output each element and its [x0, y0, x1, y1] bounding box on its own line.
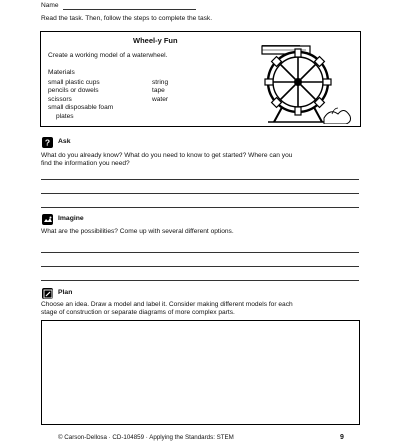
- answer-line[interactable]: [41, 207, 359, 208]
- drawing-area[interactable]: [41, 320, 360, 425]
- prompt-line: find the information you need?: [41, 160, 130, 168]
- imagine-prompt: [41, 228, 234, 236]
- answer-line[interactable]: [41, 193, 359, 194]
- prompt-line: stage of construction or separate diagrams of more complex parts.: [41, 309, 235, 317]
- answer-line[interactable]: [41, 266, 359, 267]
- plan-heading: Plan: [58, 289, 73, 296]
- page-number: 9: [340, 434, 344, 441]
- question-icon: [42, 137, 53, 148]
- material-item: small plastic cups: [48, 79, 100, 86]
- materials-heading: Materials: [48, 69, 75, 76]
- materials-list-right: [152, 79, 168, 104]
- instructions: Read the task. Then, follow the steps to complete the task.: [41, 15, 213, 22]
- material-item: tape: [152, 87, 165, 95]
- task-title: Wheel-y Fun: [133, 36, 178, 45]
- lightbulb-icon: [42, 214, 53, 225]
- materials-list-left: [48, 79, 113, 121]
- prompt-line: What do you already know? What do you need to know to get started? Where can you: [41, 152, 293, 159]
- pencil-icon: [42, 288, 53, 299]
- svg-text:?: ?: [44, 138, 51, 147]
- material-item: pencils or dowels: [48, 87, 99, 95]
- material-item: string: [152, 79, 169, 86]
- waterwheel-illustration: [258, 38, 356, 124]
- ask-prompt: [41, 152, 292, 169]
- material-item: water: [152, 95, 169, 103]
- material-item: small disposable foam: [48, 104, 114, 112]
- name-write-line[interactable]: [63, 9, 196, 10]
- answer-line[interactable]: [41, 179, 359, 180]
- answer-line[interactable]: [41, 252, 359, 253]
- plan-prompt: [41, 301, 293, 318]
- material-item: scissors: [48, 95, 72, 103]
- prompt-line: Choose an idea. Draw a model and label it. Consider making different models for each: [41, 301, 293, 308]
- answer-line[interactable]: [41, 280, 359, 281]
- imagine-heading: Imagine: [58, 215, 84, 222]
- name-label: Name: [41, 2, 59, 9]
- ask-heading: Ask: [58, 138, 71, 145]
- task-description: Create a working model of a waterwheel.: [48, 52, 168, 59]
- footer-credit: © Carson-Dellosa · CD-104859 · Applying the Standards: STEM: [58, 434, 234, 441]
- material-item: plates: [56, 112, 74, 120]
- water-splash: [324, 110, 351, 124]
- prompt-line: What are the possibilities? Come up with several different options.: [41, 228, 234, 235]
- wheel-hub: [294, 78, 302, 86]
